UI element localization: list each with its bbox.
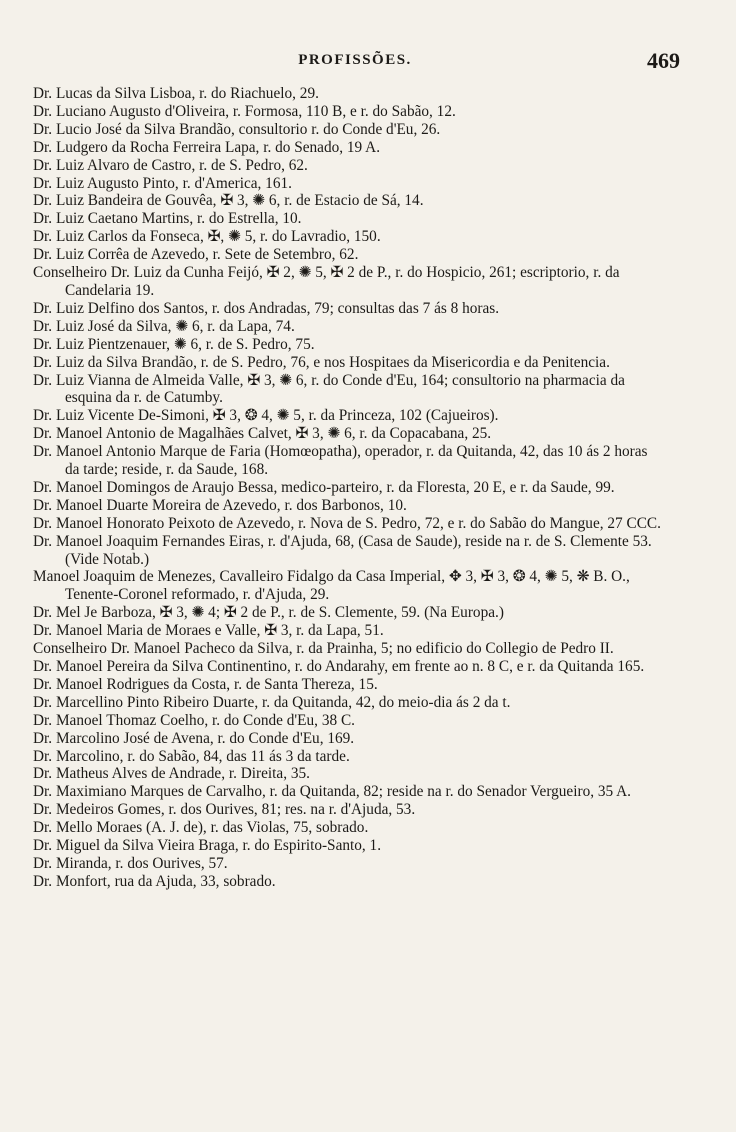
directory-entry: Dr. Luiz Bandeira de Gouvêa, ✠ 3, ✺ 6, r. de Estacio de Sá, 14. (33, 192, 424, 210)
directory-entry: Dr. Manoel Honorato Peixoto de Azevedo, r. Nova de S. Pedro, 72, e r. do Sabão do Mangue, 27 CCC. (33, 514, 661, 532)
directory-entry: Dr. Luiz Augusto Pinto, r. d'America, 161. (33, 174, 292, 192)
page-number: 469 (647, 48, 680, 73)
directory-entry: Dr. Mel Je Barboza, ✠ 3, ✺ 4; ✠ 2 de P., r. de S. Clemente, 59. (Na Europa.) (33, 604, 504, 622)
directory-entry: Dr. Luiz Delfino dos Santos, r. dos Andradas, 79; consultas das 7 ás 8 horas. (33, 299, 500, 317)
directory-entry: Dr. Manoel Antonio de Magalhães Calvet, ✠ 3, ✺ 6, r. da Copacabana, 25. (33, 425, 492, 443)
directory-entry: Dr. Luiz Pientzenauer, ✺ 6, r. de S. Pedro, 75. (33, 335, 315, 353)
directory-entry: Dr. Luiz Alvaro de Castro, r. de S. Pedro, 62. (33, 156, 308, 174)
directory-entry: Dr. Medeiros Gomes, r. dos Ourives, 81; res. na r. d'Ajuda, 53. (33, 801, 416, 819)
section-title: PROFISSÕES. (298, 52, 412, 68)
directory-entry: Dr. Maximiano Marques de Carvalho, r. da Quitanda, 82; reside na r. do Senador Vergueiro, 35 A. (33, 783, 632, 801)
directory-entry: Dr. Manoel Rodrigues da Costa, r. de Santa Thereza, 15. (33, 675, 378, 693)
directory-entry: Dr. Luiz José da Silva, ✺ 6, r. da Lapa, 74. (33, 317, 295, 335)
directory-entry: Dr. Miguel da Silva Vieira Braga, r. do Espirito-Santo, 1. (33, 837, 382, 855)
directory-entry: Dr. Luciano Augusto d'Oliveira, r. Formosa, 110 B, e r. do Sabão, 12. (33, 102, 456, 120)
directory-entry: Dr. Luiz Carlos da Fonseca, ✠, ✺ 5, r. do Lavradio, 150. (33, 228, 381, 246)
directory-entry: Dr. Manoel Thomaz Coelho, r. do Conde d'Eu, 38 C. (33, 711, 355, 729)
directory-entry: Dr. Manoel Antonio Marque de Faria (Homœopatha), operador, r. da Quitanda, 42, das 10 ás 2 horas da tarde; reside, r. da Saude, 168. (33, 443, 648, 479)
directory-entry: Dr. Luiz Vianna de Almeida Valle, ✠ 3, ✺ 6, r. do Conde d'Eu, 164; consultorio na pharmacia da esquina da r. de Catumby. (33, 371, 625, 407)
directory-entry: Dr. Monfort, rua da Ajuda, 33, sobrado. (33, 872, 276, 890)
directory-entry: Dr. Matheus Alves de Andrade, r. Direita, 35. (33, 765, 310, 783)
directory-entry: Dr. Manoel Duarte Moreira de Azevedo, r. dos Barbonos, 10. (33, 496, 407, 514)
directory-entry: Conselheiro Dr. Manoel Pacheco da Silva, r. da Prainha, 5; no edificio do Collegio de Pedro II. (33, 640, 614, 658)
entry-list (33, 85, 665, 891)
directory-entry: Dr. Luiz da Silva Brandão, r. de S. Pedro, 76, e nos Hospitaes da Misericordia e da Penitencia. (33, 353, 610, 371)
directory-entry: Dr. Ludgero da Rocha Ferreira Lapa, r. do Senado, 19 A. (33, 138, 381, 156)
directory-entry: Dr. Mello Moraes (A. J. de), r. das Violas, 75, sobrado. (33, 819, 369, 837)
directory-entry: Dr. Luiz Caetano Martins, r. do Estrella, 10. (33, 210, 302, 228)
directory-entry: Manoel Joaquim de Menezes, Cavalleiro Fidalgo da Casa Imperial, ✥ 3, ✠ 3, ❂ 4, ✺ 5, ❋ B. O., Tenente-Coronel reformado, r. d'Ajuda, 29. (33, 568, 630, 604)
directory-entry: Dr. Manoel Maria de Moraes e Valle, ✠ 3, r. da Lapa, 51. (33, 622, 384, 640)
directory-entry: Dr. Marcolino, r. do Sabão, 84, das 11 ás 3 da tarde. (33, 747, 350, 765)
directory-entry: Dr. Lucio José da Silva Brandão, consultorio r. do Conde d'Eu, 26. (33, 120, 441, 138)
directory-entry: Dr. Miranda, r. dos Ourives, 57. (33, 854, 228, 872)
directory-entry: Dr. Luiz Corrêa de Azevedo, r. Sete de Setembro, 62. (33, 246, 359, 264)
directory-entry: Dr. Lucas da Silva Lisboa, r. do Riachuelo, 29. (33, 85, 319, 102)
directory-entry: Conselheiro Dr. Luiz da Cunha Feijó, ✠ 2, ✺ 5, ✠ 2 de P., r. do Hospicio, 261; escriptorio, r. da Candelaria 19. (33, 264, 620, 299)
directory-entry: Dr. Manoel Domingos de Araujo Bessa, medico-parteiro, r. da Floresta, 20 E, e r. da Saude, 99. (33, 478, 615, 496)
directory-entry: Dr. Manoel Joaquim Fernandes Eiras, r. d'Ajuda, 68, (Casa de Saude), reside na r. de S. Clemente 53. (Vide Notab.) (33, 532, 652, 568)
page-header (30, 48, 680, 78)
directory-entry: Dr. Marcolino José de Avena, r. do Conde d'Eu, 169. (33, 729, 355, 747)
directory-entry: Dr. Manoel Pereira da Silva Continentino, r. do Andarahy, em frente ao n. 8 C, e r. da Quitanda 165. (33, 658, 645, 675)
directory-entry: Dr. Marcellino Pinto Ribeiro Duarte, r. da Quitanda, 42, do meio-dia ás 2 da t. (33, 693, 511, 711)
directory-entry: Dr. Luiz Vicente De-Simoni, ✠ 3, ❂ 4, ✺ 5, r. da Princeza, 102 (Cajueiros). (33, 407, 499, 425)
